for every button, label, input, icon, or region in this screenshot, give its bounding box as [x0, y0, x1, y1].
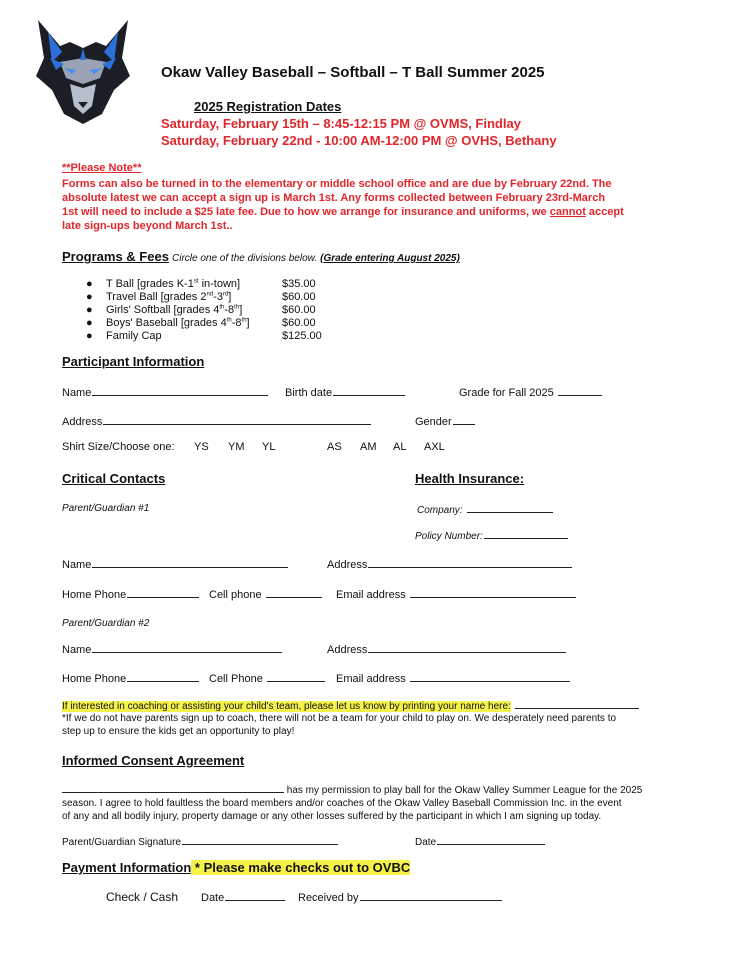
received-by-field[interactable]: Received by: [298, 891, 502, 904]
bullet-icon: ●: [86, 317, 93, 329]
shirt-size-am[interactable]: AM: [360, 441, 377, 453]
shirt-size-ys[interactable]: YS: [194, 441, 209, 453]
bullet-icon: ●: [86, 304, 93, 316]
shirt-size-al[interactable]: AL: [393, 441, 407, 453]
guardian-2-email-field[interactable]: Email address: [336, 672, 570, 685]
note-line-3: 1st will need to include a $25 late fee. Due to how we arrange for insurance and uniforms, we cannot accept: [62, 206, 624, 218]
program-item[interactable]: ● Family Cap $125.00: [86, 330, 322, 342]
shirt-size-as[interactable]: AS: [327, 441, 342, 453]
payment-checks-note: * Please make checks out to OVBC: [191, 860, 411, 875]
bullet-icon: ●: [86, 291, 93, 303]
program-fee: $35.00: [282, 278, 316, 290]
program-item[interactable]: ● Travel Ball [grades 2nd-3rd] $60.00: [86, 291, 316, 303]
grade-field[interactable]: Grade for Fall 2025: [459, 386, 602, 399]
guardian-2-label: Parent/Guardian #2: [62, 618, 150, 629]
shirt-size-yl[interactable]: YL: [262, 441, 276, 453]
note-line-2: absolute latest we can accept a sign up is March 1st. Any forms collected between February 23rd-March: [62, 192, 606, 204]
guardian-signature-field[interactable]: Parent/Guardian Signature: [62, 836, 338, 848]
policy-number-field[interactable]: Policy Number:: [415, 529, 568, 542]
consent-text[interactable]: has my permission to play ball for the Okaw Valley Summer League for the 2025 season. I agree to hold faultless the board members and/or coaches of the Okaw Valley Baseball Commission Inc. in the event of any and all bodily injury, property damage or any other losses suffered by the participant in which I am signing up today.: [62, 785, 643, 822]
coaching-interest-field[interactable]: [62, 700, 639, 712]
guardian-2-home-phone-field[interactable]: Home Phone: [62, 672, 199, 685]
programs-instruction: Circle one of the divisions below.: [172, 253, 318, 264]
bullet-icon: ●: [86, 278, 93, 290]
program-fee: $60.00: [282, 317, 316, 329]
participant-address-field[interactable]: Address: [62, 415, 371, 428]
consent-heading: Informed Consent Agreement: [62, 753, 245, 768]
guardian-1-label: Parent/Guardian #1: [62, 503, 150, 514]
payment-method[interactable]: Check / Cash: [106, 890, 179, 904]
birth-date-field[interactable]: Birth date: [285, 386, 405, 399]
guardian-1-address-field[interactable]: Address: [327, 558, 572, 571]
guardian-1-email-field[interactable]: Email address: [336, 588, 576, 601]
guardian-2-address-field[interactable]: Address: [327, 643, 566, 656]
guardian-1-name-field[interactable]: Name: [62, 558, 288, 571]
signature-date-field[interactable]: Date: [415, 836, 545, 848]
program-fee: $60.00: [282, 291, 316, 303]
program-fee: $60.00: [282, 304, 316, 316]
shirt-size-ym[interactable]: YM: [228, 441, 245, 453]
wolf-head-icon: [30, 18, 136, 126]
programs-list: [86, 278, 322, 343]
insurance-company-field[interactable]: Company:: [417, 503, 553, 516]
page-title: Okaw Valley Baseball – Softball – T Ball Summer 2025: [161, 64, 545, 81]
critical-contacts-heading: Critical Contacts: [62, 471, 166, 486]
health-insurance-heading: Health Insurance:: [415, 471, 525, 486]
program-item[interactable]: ● Boys' Baseball [grades 4th-8th] $60.00: [86, 317, 316, 329]
shirt-size-axl[interactable]: AXL: [424, 441, 445, 453]
note-line-1: Forms can also be turned in to the elementary or middle school office and are due by February 22nd. The: [62, 178, 612, 190]
registration-date-2: Saturday, February 22nd - 10:00 AM-12:00 PM @ OVHS, Bethany: [161, 133, 557, 148]
participant-name-field[interactable]: Name: [62, 386, 268, 399]
guardian-1-cell-phone-field[interactable]: Cell phone: [209, 588, 322, 601]
registration-date-1: Saturday, February 15th – 8:45-12:15 PM @ OVMS, Findlay: [161, 116, 521, 131]
guardian-2-cell-phone-field[interactable]: Cell Phone: [209, 672, 325, 685]
program-item[interactable]: ● T Ball [grades K-1st in-town] $35.00: [86, 278, 316, 290]
payment-heading-row: [62, 860, 410, 875]
shirt-size-label: Shirt Size/Choose one:: [62, 441, 175, 453]
note-text: [62, 177, 722, 233]
programs-heading-row: [62, 249, 460, 264]
payment-date-field[interactable]: Date: [201, 891, 285, 904]
participant-heading: Participant Information: [62, 354, 205, 369]
grade-note: (Grade entering August 2025): [320, 253, 460, 264]
please-note-label: **Please Note**: [62, 162, 142, 174]
programs-heading: Programs & Fees: [62, 249, 169, 264]
payment-heading: Payment Information: [62, 860, 192, 875]
coaching-highlight: If interested in coaching or assisting your child's team, please let us know by printing your name here:: [62, 701, 511, 712]
guardian-2-name-field[interactable]: Name: [62, 643, 282, 656]
program-item[interactable]: ● Girls' Softball [grades 4th-8th] $60.00: [86, 304, 316, 316]
coaching-note: *If we do not have parents sign up to coach, there will not be a team for your child to play on. We desperately need parents to step up to ensure the kids get an opportunity to play!: [62, 713, 617, 737]
note-line-4: late sign-ups beyond March 1st..: [62, 220, 233, 232]
registration-dates-heading: 2025 Registration Dates: [194, 99, 342, 114]
gender-field[interactable]: Gender: [415, 415, 475, 428]
program-fee: $125.00: [282, 330, 322, 342]
guardian-1-home-phone-field[interactable]: Home Phone: [62, 588, 199, 601]
bullet-icon: ●: [86, 330, 93, 342]
